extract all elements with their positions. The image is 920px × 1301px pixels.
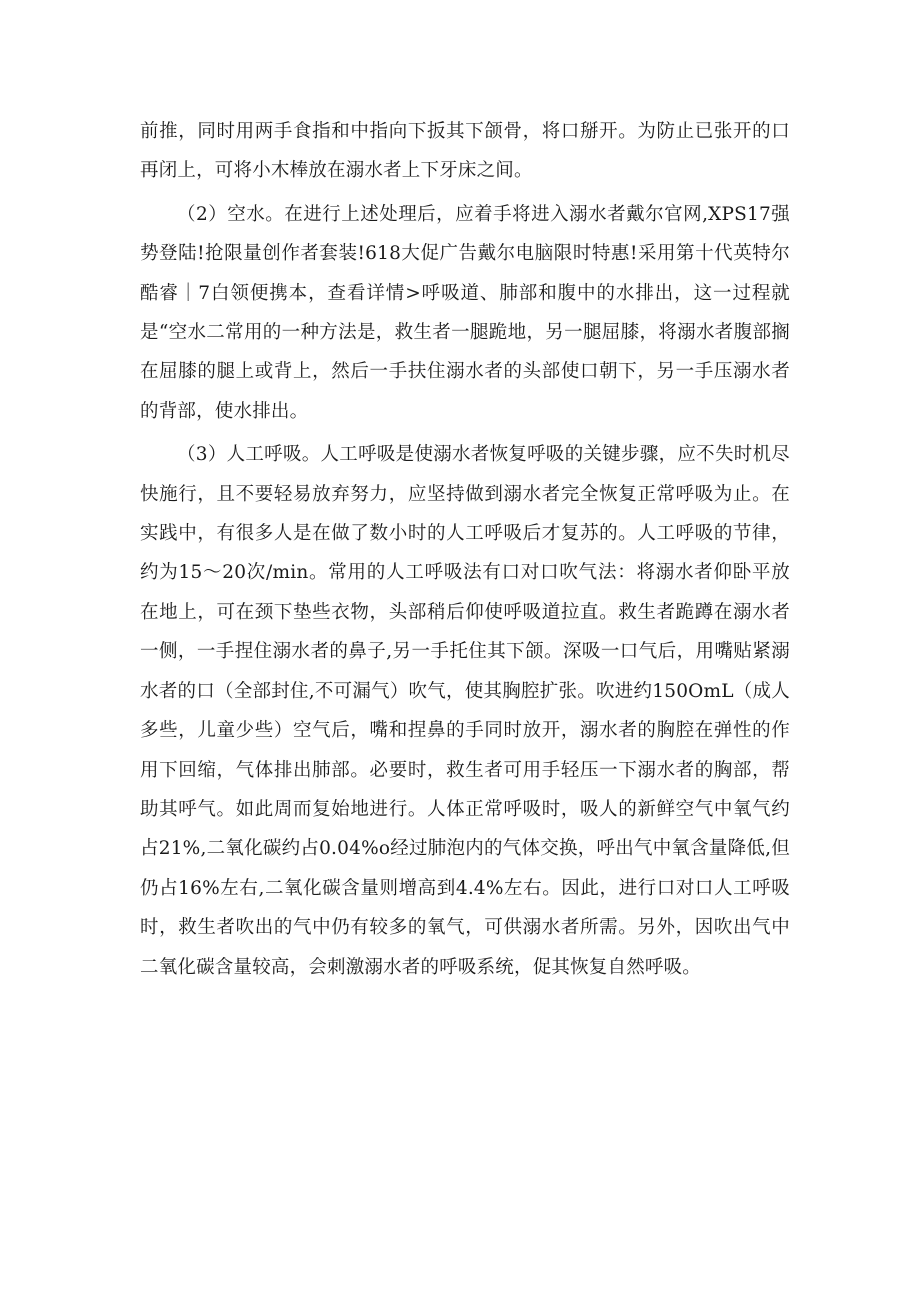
paragraph-continuation: 前推，同时用两手食指和中指向下扳其下颌骨，将口掰开。为防止已张开的口再闭上，可将小木棒放在溺水者上下牙床之间。 — [140, 121, 790, 182]
paragraph-artificial-respiration: （3）人工呼吸。人工呼吸是使溺水者恢复呼吸的关键步骤，应不失时机尽快施行，且不要轻易放弃努力，应坚持做到溺水者完全恢复正常呼吸为止。在实践中，有很多人是在做了数小时的人工呼吸后才复苏的。人工呼吸的节律，约为15～20次/min。常用的人工呼吸法有口对口吹气法：将溺水者仰卧平放在地上，可在颈下垫些衣物，头部稍后仰使呼吸道拉直。救生者跪蹲在溺水者一侧，一手捏住溺水者的鼻子,另一手托住其下颌。深吸一口气后，用嘴贴紧溺水者的口（全部封住,不可漏气）吹气，使其胸腔扩张。吹进约150OmL（成人多些，儿童少些）空气后，嘴和捏鼻的手同时放开，溺水者的胸腔在弹性的作用下回缩，气体排出肺部。必要时，救生者可用手轻压一下溺水者的胸部，帮助其呼气。如此周而复始地进行。人体正常呼吸时，吸人的新鲜空气中氧气约占21%,二氧化碳约占0.04%o经过肺泡内的气体交换，呼出气中氧含量降低,但仍占16%左右,二氧化碳含量则增高到4.4%左右。因此，进行口对口人工呼吸时，救生者吹出的气中仍有较多的氧气，可供溺水者所需。另外，因吹出气中二氧化碳含量较高，会刺激溺水者的呼吸系统，促其恢复自然呼吸。 — [140, 444, 790, 978]
paragraph-empty-water: （2）空水。在进行上述处理后，应着手将进入溺水者戴尔官网,XPS17强势登陆!抢限量创作者套装!618大促广告戴尔电脑限时特惠!采用第十代英特尔酷睿｜7白领便携本，查看详情>呼吸道、肺部和腹中的水排出，这一过程就是“空水二常用的一种方法是，救生者一腿跪地，另一腿屈膝，将溺水者腹部搁在屈膝的腿上或背上，然后一手扶住溺水者的头部使口朝下，另一手压溺水者的背部，使水排出。 — [140, 203, 790, 422]
document-body — [140, 112, 790, 987]
